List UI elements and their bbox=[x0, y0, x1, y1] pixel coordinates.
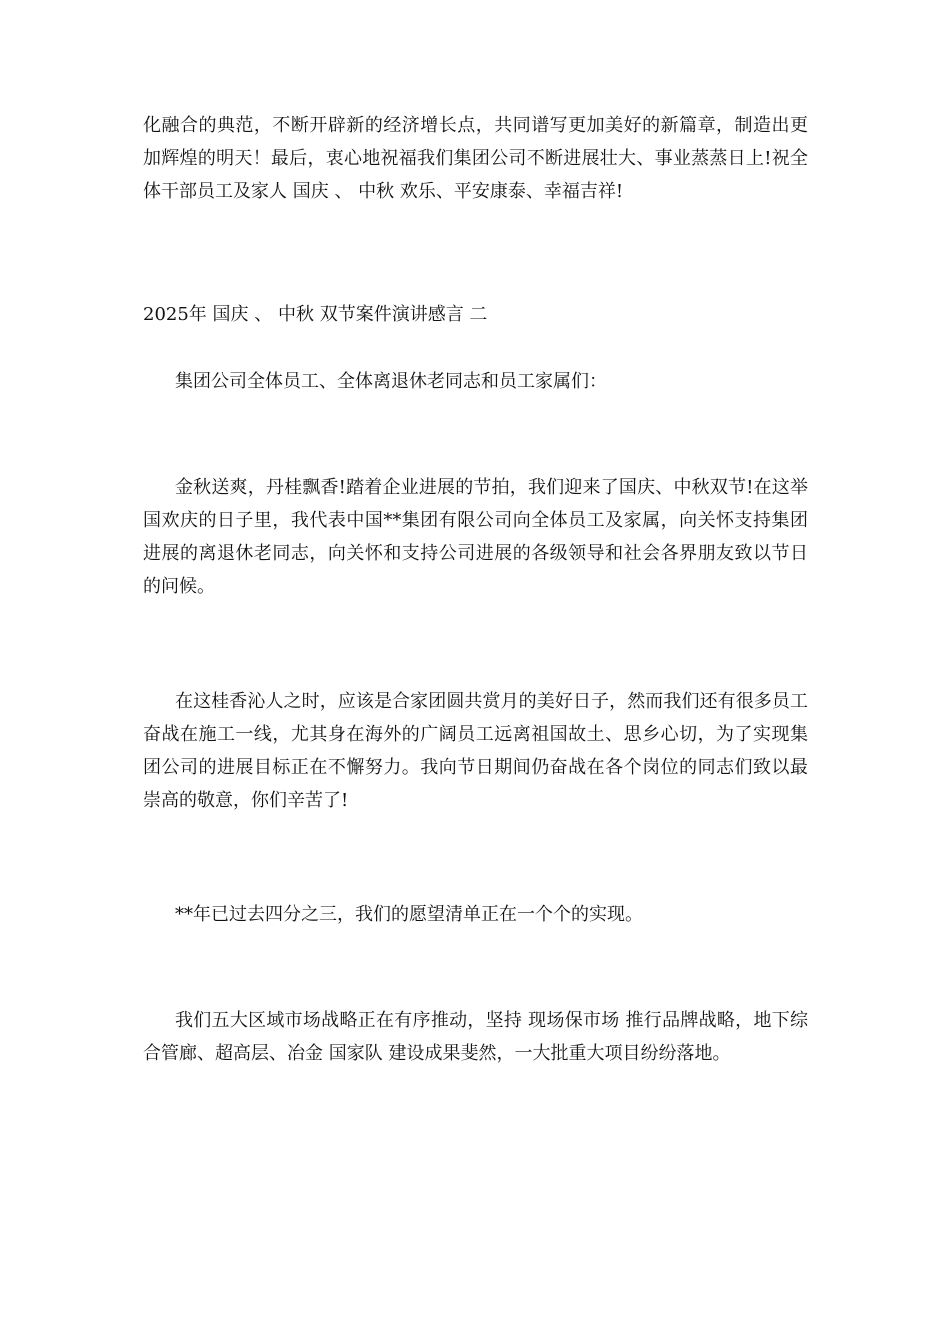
paragraph-progress: **年已过去四分之三，我们的愿望清单正在一个个的实现。 bbox=[175, 904, 643, 925]
paragraph-strategy: 我们五大区域市场战略正在有序推动，坚持 现场保市场 推行品牌战略，地下综合管廊、超高层、冶金 国家队 建设成果斐然，一大批重大项目纷纷落地。 bbox=[143, 1010, 808, 1064]
salutation: 集团公司全体员工、全体离退休老同志和员工家属们： bbox=[175, 371, 607, 392]
section-title: 2025年 国庆 、 中秋 双节案件演讲感言 二 bbox=[143, 304, 488, 325]
continuation-paragraph: 化融合的典范，不断开辟新的经济增长点，共同谱写更加美好的新篇章，制造出更加辉煌的明天！最后，衷心地祝福我们集团公司不断进展壮大、事业蒸蒸日上!祝全体干部员工及家人 国庆 、 中秋 欢乐、平安康泰、幸福吉祥! bbox=[143, 115, 808, 202]
paragraph-greeting: 金秋送爽，丹桂飘香!踏着企业进展的节拍，我们迎来了国庆、中秋双节!在这举国欢庆的日子里，我代表中国**集团有限公司向全体员工及家属，向关怀支持集团进展的离退休老同志，向关怀和支持公司进展的各级领导和社会各界朋友致以节日的问候。 bbox=[143, 477, 808, 597]
paragraph-tribute: 在这桂香沁人之时，应该是合家团圆共赏月的美好日子，然而我们还有很多员工奋战在施工一线，尤其身在海外的广阔员工远离祖国故土、思乡心切，为了实现集团公司的进展目标正在不懈努力。我向节日期间仍奋战在各个岗位的同志们致以最崇高的敬意，你们辛苦了! bbox=[143, 691, 808, 811]
